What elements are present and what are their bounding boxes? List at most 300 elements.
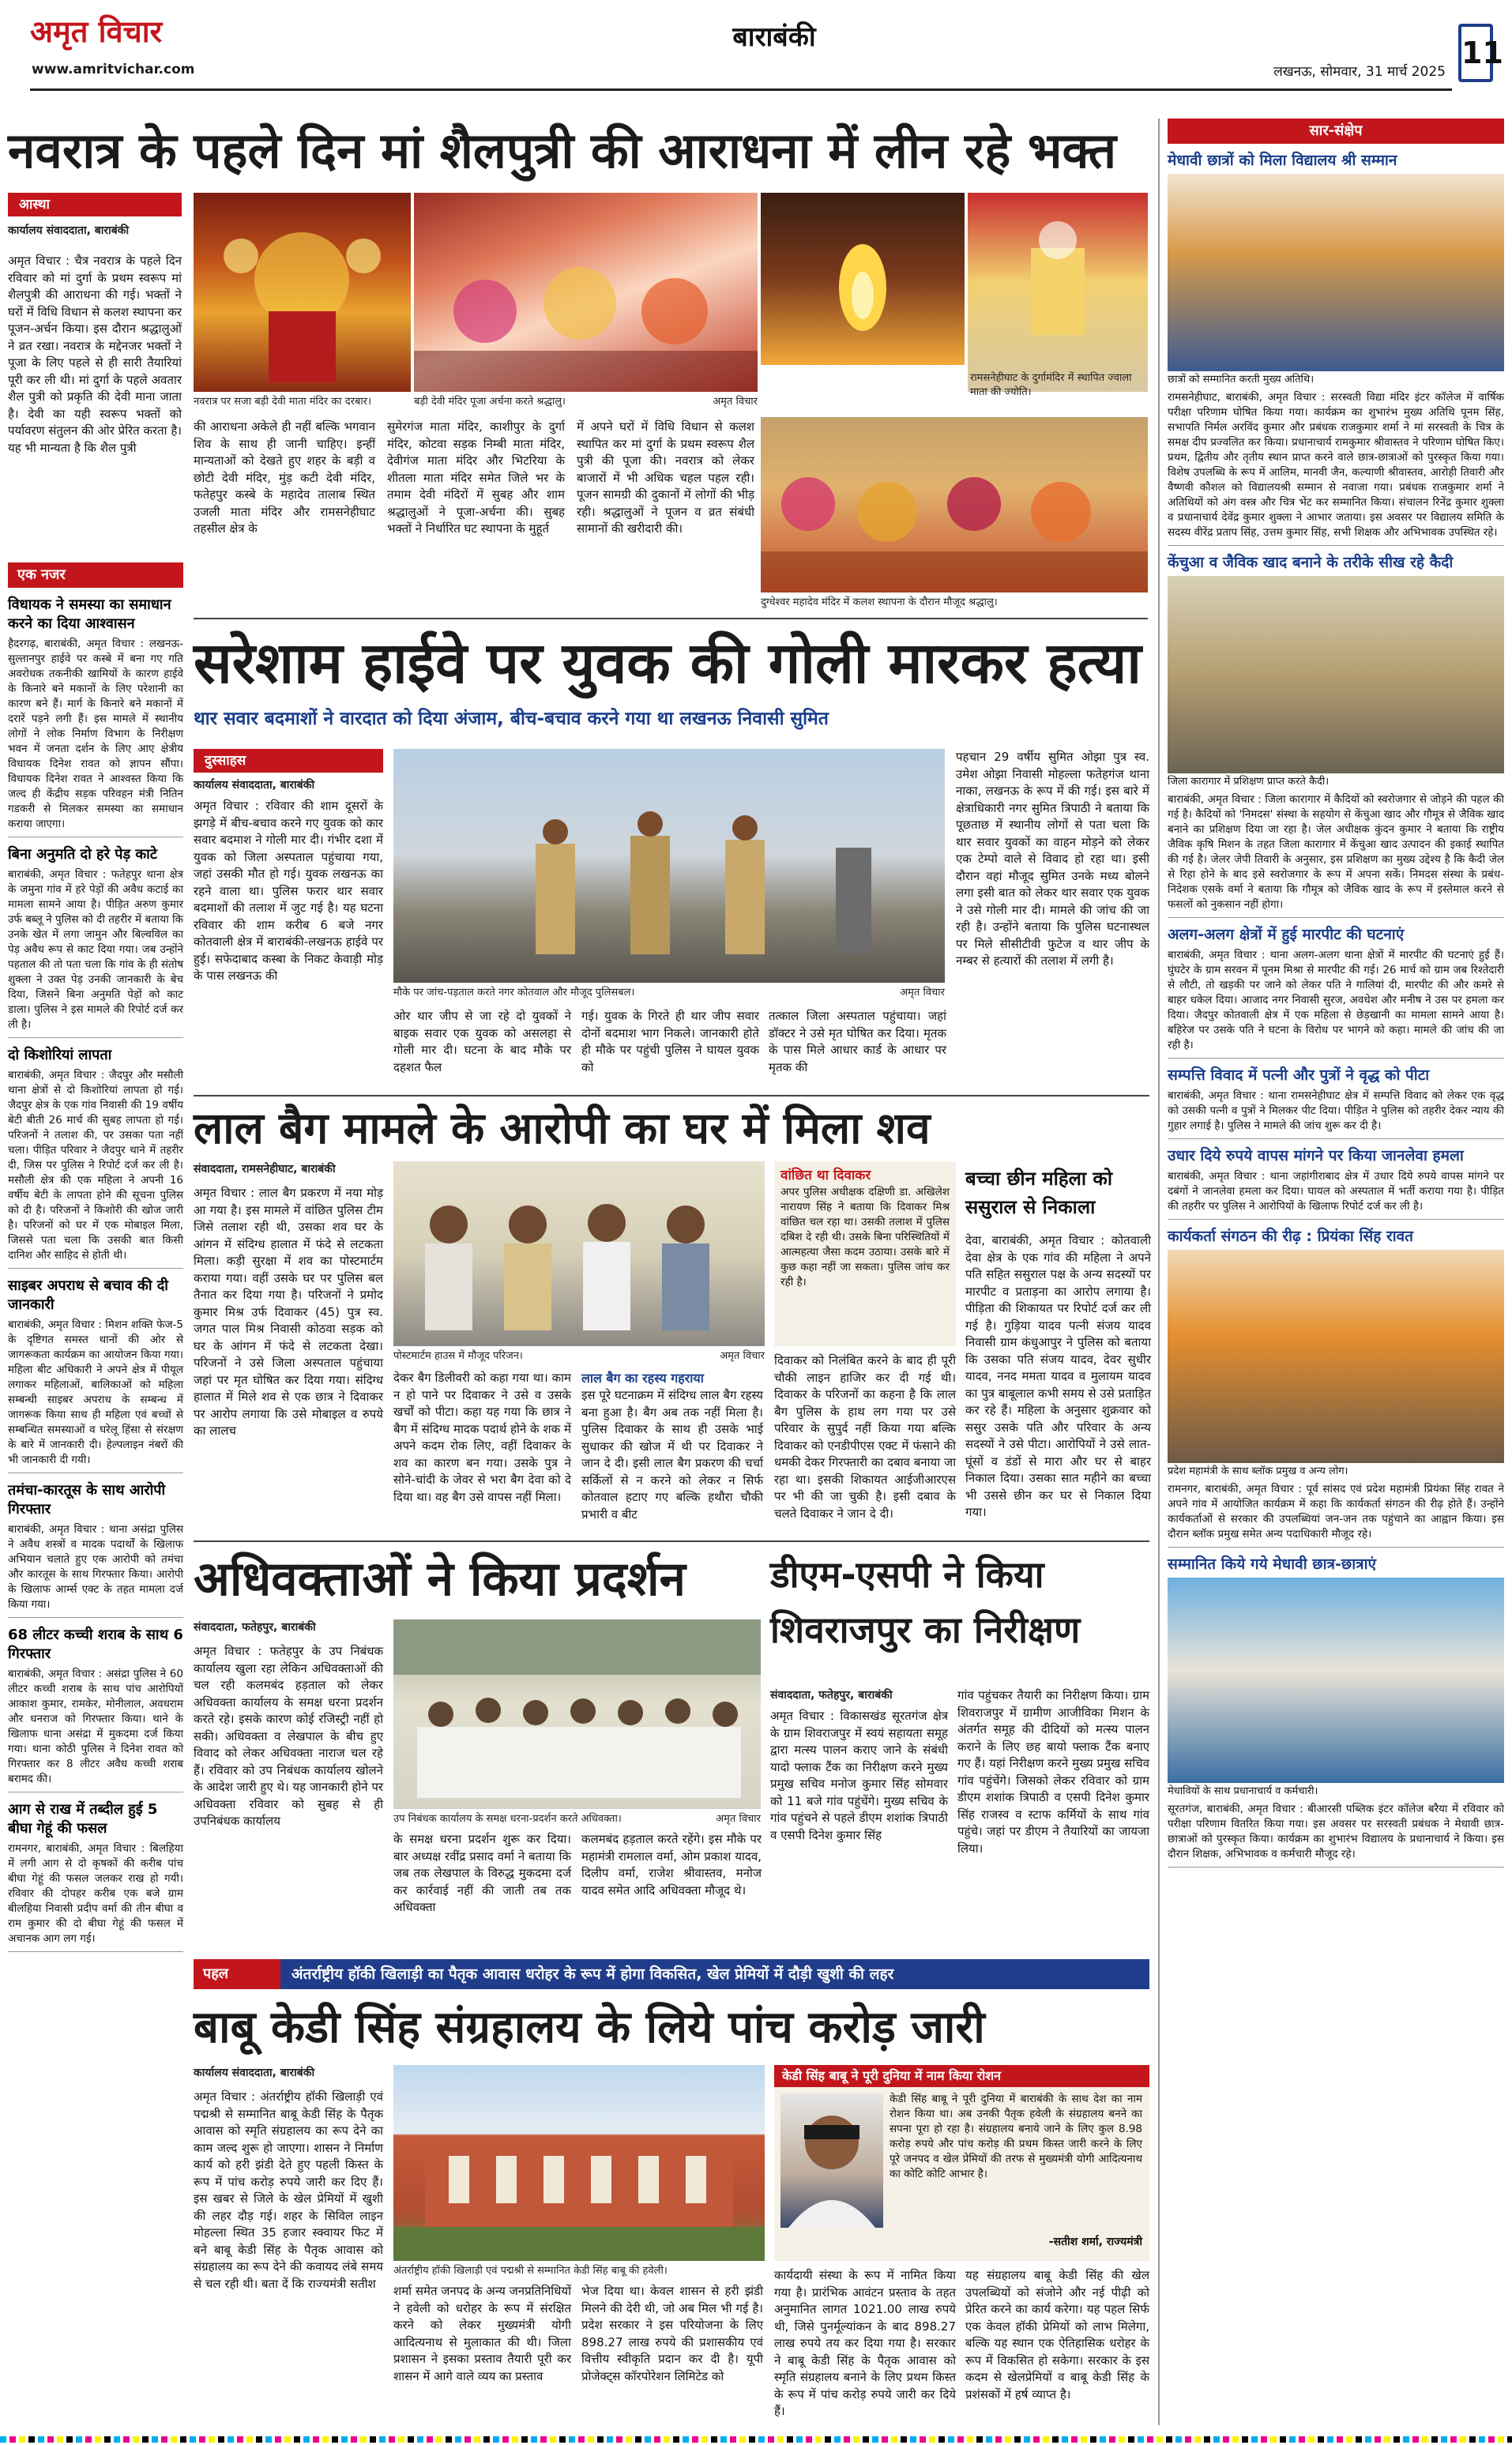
kdsingh-box-sign: -सतीश शर्मा, राज्यमंत्री xyxy=(1048,2236,1142,2248)
registration-mark xyxy=(9,2436,16,2443)
pandal-photo xyxy=(968,193,1148,392)
registration-mark xyxy=(720,2436,727,2443)
registration-mark xyxy=(1147,2436,1153,2443)
ek-nazar-item xyxy=(8,596,183,837)
registration-mark xyxy=(901,2436,907,2443)
registration-mark xyxy=(986,2436,992,2443)
navratra-col4: में अपने घरों में विधि विधान से कलश स्थापित कर मां दुर्गा के प्रथम स्वरूप शैल पुत्री की पूजा की। नवरात्र को लेकर बाजारों में भी अधिक चहल पहल रही। पूजन सामग्री की दुकानों में लोगों की भीड़ रही। श्रद्धालुओं ने पूजन व व्रत संबंधी सामानों की खरीदारी की। xyxy=(577,419,754,536)
ek-nazar-item-head: 68 लीटर कच्ची शराब के साथ 6 गिरफ्तार xyxy=(8,1627,183,1662)
lalbag-box xyxy=(774,1161,956,1346)
registration-mark xyxy=(844,2436,850,2443)
registration-mark xyxy=(521,2436,528,2443)
sidebar-item-photo xyxy=(1168,174,1504,371)
registration-mark xyxy=(360,2436,367,2443)
murder-tag: दुस्साहस xyxy=(194,749,383,773)
ek-nazar-item xyxy=(8,1277,183,1473)
registration-mark xyxy=(502,2436,509,2443)
registration-mark xyxy=(692,2436,698,2443)
registration-mark xyxy=(550,2436,556,2443)
registration-mark xyxy=(1394,2436,1400,2443)
registration-mark xyxy=(237,2436,243,2443)
ek-nazar-item xyxy=(8,1481,183,1618)
lalbag-headline: लाल बैग मामले के आरोपी का घर में मिला शव xyxy=(194,1103,931,1153)
shivrajpur-col1: अमृत विचार : विकासखंड सूरतगंज क्षेत्र के ग्राम शिवराजपुर में स्वयं सहायता समूह द्वारा मत्स्य पालन कराए जाने के संबंधी यादो फ्लाक टैंक का निरीक्षण करने मुख्य प्रमुख सचिव मनोज कुमार सिंह सोमवार को 11 बजे गांव पहुंचेंगे। मुख्य सचिव के गांव पहुंचने से पहले डीएम शशांक त्रिपाठी व एसपी दिनेश कुमार सिंह xyxy=(770,1709,948,1842)
registration-mark xyxy=(1289,2436,1296,2443)
registration-mark xyxy=(1460,2436,1466,2443)
registration-mark xyxy=(341,2436,348,2443)
kdsingh-band xyxy=(194,1959,1149,1989)
registration-mark xyxy=(398,2436,404,2443)
ek-nazar-column xyxy=(8,562,183,2427)
registration-mark xyxy=(1109,2436,1115,2443)
registration-mark xyxy=(161,2436,167,2443)
murder-photo-caption: मौके पर जांच-पड़ताल करते नगर कोतवाल और मौजूद पुलिसबल। xyxy=(393,987,635,999)
registration-mark xyxy=(265,2436,272,2443)
advocates-protest-photo xyxy=(393,1619,761,1809)
registration-mark xyxy=(1043,2436,1049,2443)
shivrajpur-headline xyxy=(770,1547,1149,1665)
registration-mark xyxy=(275,2436,281,2443)
ek-nazar-item xyxy=(8,1626,183,1792)
sidebar-item-head: सम्मानित किये गये मेधावी छात्र-छात्राएं xyxy=(1168,1555,1377,1573)
sidebar-item xyxy=(1168,1554,1504,1868)
registration-mark xyxy=(370,2436,376,2443)
registration-mark xyxy=(1479,2436,1485,2443)
ek-nazar-item-body: बाराबंकी, अमृत विचार : थाना असंद्रा पुलिस ने अवैध शस्त्रों व मादक पदार्थों के खिलाफ अभियान चलाते हुए एक आरोपी को तमंचा और कारतूस के साथ गिरफ्तार किया। आरोपी के खिलाफ आर्म्स एक्ट के तहत मामला दर्ज किया गया। xyxy=(8,1523,183,1611)
registration-mark xyxy=(834,2436,841,2443)
ek-nazar-item-head: बिना अनुमति दो हरे पेड़ काटे xyxy=(8,846,157,863)
ek-nazar-item-head: दो किशोरियां लापता xyxy=(8,1047,112,1063)
kdsingh-byline: कार्यालय संवाददाता, बाराबंकी xyxy=(194,2067,315,2079)
ek-nazar-item-body: बाराबंकी, अमृत विचार : जैदपुर और मसौली थाना क्षेत्रों से दो किशोरियां लापता हो गई। जैदपुर क्षेत्र के एक गांव निवासी की 19 वर्षीय बेटी बीती 26 मार्च की सुबह लापता हो गई। परिजनों ने तलाश की, पर उसका पता नहीं चला। पीड़ित परिवार ने जैदपुर थाने में तहरीर दी, जिस पर पुलिस ने रिपोर्ट दर्ज कर ली है। मसौली क्षेत्र की एक महिला ने अपनी 16 वर्षीय बेटी के लापता होने की सूचना पुलिस को दी है। परिजनों ने किशोरी की खोज जारी है। परिजनों को घर में एक मोबाइल मिला, जिससे पता चला कि उसकी बात किसी दानिश और साहिद से होती थी। xyxy=(8,1069,183,1262)
ek-nazar-item xyxy=(8,1800,183,1952)
registration-mark xyxy=(1469,2436,1476,2443)
registration-mark xyxy=(683,2436,689,2443)
registration-mark xyxy=(739,2436,746,2443)
registration-mark xyxy=(920,2436,926,2443)
sidebar-item-head: केंचुआ व जैविक खाद बनाने के तरीके सीख रहे कैदी xyxy=(1168,554,1454,571)
sidebar-title: सार-संक्षेप xyxy=(1168,118,1504,144)
registration-mark xyxy=(47,2436,54,2443)
dugdheshwar-photo xyxy=(761,417,1148,592)
registration-mark xyxy=(872,2436,878,2443)
brand-logo: अमृत विचार xyxy=(30,13,163,49)
registration-mark xyxy=(749,2436,755,2443)
registration-mark xyxy=(1033,2436,1040,2443)
lalbag-divider xyxy=(194,1540,1149,1542)
registration-mark xyxy=(1024,2436,1030,2443)
ek-nazar-item xyxy=(8,845,183,1038)
registration-mark xyxy=(133,2436,139,2443)
registration-mark xyxy=(284,2436,291,2443)
registration-mark xyxy=(626,2436,632,2443)
registration-mark xyxy=(1384,2436,1390,2443)
navratra-divider xyxy=(194,618,1148,619)
sidebar-item-photo xyxy=(1168,1250,1504,1463)
registration-mark xyxy=(313,2436,319,2443)
kdsingh-box xyxy=(774,2065,1149,2261)
registration-mark xyxy=(1119,2436,1125,2443)
kdsingh-band-text: अंतर्राष्ट्रीय हॉकी खिलाड़ी का पैतृक आवास धरोहर के रूप में होगा विकसित, खेल प्रेमियों में दौड़ी खुशी की लहर xyxy=(280,1959,1149,1989)
registration-mark xyxy=(209,2436,215,2443)
navratra-lead-p1: अमृत विचार : चैत्र नवरात्र के पहले दिन रविवार को मां दुर्गा के प्रथम स्वरूप मां शैलपुत्री की आराधना की गई। भक्तों ने घरों में विधि विधान से कलश स्थापना कर पूजन-अर्चन किया। इस दौरान श्रद्धालुओं ने व्रत रखा। नवरात्र के मद्देनजर भक्तों ने पूजा के लिए पहले से ही सारी तैयारियां पूरी कर ली थी। xyxy=(8,254,182,387)
murder-col5: पहचान 29 वर्षीय सुमित ओझा पुत्र स्व. उमेश ओझा निवासी मोहल्ला फतेहगंज थाना नाका, लखनऊ के रूप में की गई। इस बारे में क्षेत्राधिकारी नगर सुमित त्रिपाठी ने बताया कि पूछताछ में स्थानीय लोगों से पता चला कि थार सवार युवकों का वाहन मोड़ने को लेकर एक टेम्पो वाले से विवाद हो रहा था। इसी दौरान वहां मौजूद सुमित उनके मध्य बोलने लगा इसी बात को लेकर थार सवार एक युवक ने उसे गोली मार दी। मामले की जांच की जा रही है। उन्होंने बताया कि पुलिस घटनास्थल पर मिले सीसीटीवी फुटेज व थार जीप के नम्बर से हत्यारों की तलाश में लगी है। xyxy=(956,750,1149,968)
navratra-lead-p2: मां दुर्गा के पहले अवतार शैल पुत्री को प्रकृति की देवी माना जाता है। देवी का यही स्वरूप भक्तों को पर्यावरण संतुलन की ओर प्रेरित करता है। xyxy=(8,372,182,438)
ek-nazar-item-head: विधायक ने समस्या का समाधान करने का दिया आश्वासन xyxy=(8,596,171,632)
masthead xyxy=(0,0,1512,93)
murder-divider xyxy=(194,1095,1149,1096)
sidebar-item-head: सम्पत्ति विवाद में पत्नी और पुत्रों ने वृद्ध को पीटा xyxy=(1168,1066,1430,1084)
registration-mark xyxy=(28,2436,35,2443)
navratra-lead xyxy=(8,253,182,561)
kdsingh-col3: भेज दिया था। केवल शासन से हरी झंडी मिलने की देरी थी, जो अब मिल भी गई है। प्रदेश सरकार ने इस परियोजना के लिए 898.27 लाख रुपये की प्रशासकीय एवं वित्तीय स्वीकृति प्रदान कर दी है। यूपी प्रोजेक्ट्स कॉरपोरेशन लिमिटेड को xyxy=(581,2284,763,2383)
registration-mark xyxy=(512,2436,518,2443)
registration-mark xyxy=(1194,2436,1201,2443)
sidebar-list xyxy=(1168,150,1504,1868)
advocates-col3: कलमबंद हड़ताल करते रहेंगे। इस मौके पर महामंत्री रामलाल वर्मा, ओम प्रकाश यादव, दिलीप वर्मा, राजेश श्रीवास्तव, मनोज यादव समेत आदि अधिवक्ता मौजूद थे। xyxy=(581,1832,762,1898)
registration-mark xyxy=(85,2436,92,2443)
registration-mark xyxy=(1175,2436,1182,2443)
registration-mark xyxy=(891,2436,897,2443)
postmortem-photo xyxy=(393,1161,765,1346)
registration-mark xyxy=(199,2436,205,2443)
registration-mark xyxy=(474,2436,480,2443)
registration-mark xyxy=(1365,2436,1371,2443)
sidebar-item-head: उधार दिये रुपये वापस मांगने पर किया जानलेवा हमला xyxy=(1168,1147,1464,1164)
navratra-col2: की आराधना अकेले ही नहीं बल्कि भगवान शिव के साथ ही जानी चाहिए। इन्हीं मान्यताओं को देखते हुए शहर के बड़ी व छोटी देवी मंदिर, मुंड़ कटी देवी मंदिर, फतेहपुर कस्बे के महादेव तालाब स्थित उजली माता मंदिर और रामसनेहीघाट तहसील क्षेत्र के xyxy=(194,419,375,536)
registration-mark xyxy=(1128,2436,1134,2443)
registration-mark xyxy=(57,2436,63,2443)
jwala-jyoti-photo xyxy=(761,193,965,365)
registration-mark xyxy=(711,2436,717,2443)
murder-headline: सरेशाम हाईवे पर युवक की गोली मारकर हत्या xyxy=(194,630,1142,696)
page-number: 11 xyxy=(1458,24,1493,82)
photo3-caption: रामसनेहीघाट के दुर्गामंदिर में स्थापित ज्वाला माता की ज्योति। xyxy=(970,372,1132,398)
navratra-byline: कार्यालय संवाददाता, बाराबंकी xyxy=(8,224,130,237)
kdsingh-col1: अमृत विचार : अंतर्राष्ट्रीय हॉकी खिलाड़ी एवं पद्मश्री से सम्मानित बाबू केडी सिंह के पैतृक आवास को स्मृति संग्रहालय का रूप देने का काम जल्द शुरू हो जाएगा। शासन ने निर्माण कार्य को हरी झंडी देते हुए पहली किस्त के रूप में पांच करोड़ रुपये जारी कर दिए हैं। इस खबर से जिले के खेल प्रेमियों में खुशी की लहर दौड़ गई। शहर के सिविल लाइन मोहल्ला स्थित 35 हजार स्क्वायर फिट में बने बाबू केडी सिंह के पैतृक आवास को संग्रहालय का रूप देने की कवायद लंबे समय से चल रही थी। बता दें कि राज्यमंत्री सतीश xyxy=(194,2090,383,2291)
durga-darbar-photo xyxy=(194,193,411,392)
murder-photo-credit: अमृत विचार xyxy=(900,987,945,999)
lalbag-byline: संवाददाता, रामसनेहीघाट, बाराबंकी xyxy=(194,1163,336,1175)
kdsingh-col4: कार्यदायी संस्था के रूप में नामित किया गया है। प्रारंभिक आवंटन प्रस्ताव के तहत अनुमानित लागत 1021.00 लाख रुपये थी, जिसे पुनर्मूल्यांकन के बाद 898.27 लाख रुपये तय कर दिया गया है। सरकार ने बाबू केडी सिंह के पैतृक आवास को स्मृति संग्रहालय बनाने के लिए प्रथम किस्त के रूप में पांच करोड़ रुपये जारी कर दिये हैं। xyxy=(774,2268,956,2418)
registration-mark xyxy=(455,2436,461,2443)
registration-mark xyxy=(1081,2436,1087,2443)
registration-mark xyxy=(540,2436,547,2443)
registration-mark xyxy=(768,2436,774,2443)
registration-mark xyxy=(664,2436,670,2443)
registration-mark xyxy=(1157,2436,1163,2443)
registration-mark xyxy=(597,2436,604,2443)
advocates-headline: अधिवक्ताओं ने किया प्रदर्शन xyxy=(194,1552,686,1607)
shivrajpur-headline-1: डीएम-एसपी ने किया xyxy=(770,1553,1044,1596)
kdsingh-col5: यह संग्रहालय बाबू केडी सिंह की खेल उपलब्धियों को संजोने और नई पीढ़ी को प्रेरित करने का कार्य करेगा। यह पहल सिर्फ एक केवल हॉकी प्रेमियों को लाभ मिलेगा, बल्कि यह स्थान एक ऐतिहासिक धरोहर के रूप में विकसित हो सकेगा। सरकार के इस कदम से खेलप्रेमियों व बाबू केडी सिंह के प्रशंसकों में हर्ष व्याप्त है। xyxy=(965,2268,1149,2402)
sidebar-item xyxy=(1168,1145,1504,1220)
registration-mark xyxy=(408,2436,414,2443)
registration-mark xyxy=(559,2436,566,2443)
registration-mark xyxy=(777,2436,784,2443)
registration-mark xyxy=(436,2436,442,2443)
registration-mark xyxy=(1100,2436,1106,2443)
photo1-caption: नवरात्र पर सजा बड़ी देवी माता मंदिर का दरबार। xyxy=(194,396,371,408)
puja-devotees-photo xyxy=(414,193,758,392)
registration-mark xyxy=(1412,2436,1419,2443)
advocates-col2: के समक्ष धरना प्रदर्शन शुरू कर दिया। बार अध्यक्ष रवींद्र प्रसाद वर्मा ने बताया कि जब तक लेखपाल के विरुद्ध मुकदमा दर्ज कर कार्रवाई नहीं की जाती तब तक अधिवक्ता xyxy=(393,1832,571,1914)
registration-mark xyxy=(929,2436,935,2443)
registration-mark xyxy=(1261,2436,1267,2443)
registration-mark xyxy=(142,2436,149,2443)
lalbag-box-body: अपर पुलिस अधीक्षक दक्षिणी डा. अखिलेश नारायण सिंह ने बताया कि दिवाकर मिश्र वांछित चल रहा था। उसकी तलाश में पुलिस दबिश दे रही थी। उसके बिना परिस्थितियों में आत्महत्या जैसा कदम उठाया। उसके बारे में कुछ कहा नहीं जा सकता। पुलिस जांच कर रही है। xyxy=(780,1186,950,1288)
registration-mark xyxy=(1450,2436,1457,2443)
sidebar-item xyxy=(1168,150,1504,546)
shivrajpur-byline: संवाददाता, फतेहपुर, बाराबंकी xyxy=(770,1689,893,1702)
dateline: लखनऊ, सोमवार, 31 मार्च 2025 xyxy=(1273,64,1446,80)
masthead-rule xyxy=(30,88,1452,91)
registration-mark xyxy=(1356,2436,1362,2443)
ek-nazar-item-body: बाराबंकी, अमृत विचार : मिशन शक्ति फेज-5 के दृष्टिगत समस्त थानों की ओर से जागरूकता कार्यक्रम का आयोजन किया गया। महिला बीट अधिकारी ने अपने क्षेत्र में पीयूल लगाकर महिलाओं, बालिकाओं को महिला सम्बन्धी साइबर अपराध के सम्बन्ध में जागरूक किया साथ ही महिला एवं बच्चों से सम्बन्धित समस्याओं व घरेलू हिंसा से संरक्षण के बारे में जानकारी दी। हेल्पलाइन नंबरों की भी जानकारी दी गयी। xyxy=(8,1318,183,1466)
registration-mark xyxy=(1375,2436,1381,2443)
registration-mark xyxy=(95,2436,101,2443)
registration-mark xyxy=(66,2436,73,2443)
registration-mark xyxy=(1270,2436,1277,2443)
ek-nazar-item-body: रामनगर, बाराबंकी, अमृत विचार : बिलहिया में लगी आग से दो कृषकों की करीब पांच बीघा गेहूं की फसल जलकर राख हो गयी। रविवार की दोपहर करीब एक बजे ग्राम बीलहिया निवासी प्रदीप वर्मा की तीन बीघा व राम कुमार की दो बीघा गेहूं की फसल में अचानक आग लग गई। xyxy=(8,1842,183,1945)
lalbag-mystery-body: इस पूरे घटनाक्रम में संदिग्ध लाल बैग रहस्य बना हुआ है। बैग अब तक नहीं मिला है। पुलिस दिवाकर के साथ ही उसके भाई सुधाकर की खोज में थी पर दिवाकर ने जान दे दी। इसी लाल बैग प्रकरण की चर्चा सर्किलों से न करने को लेकर न सिर्फ कोतवाल हटाए गए बल्कि हथौरा चौकी प्रभारी व बीट xyxy=(581,1388,763,1522)
registration-mark xyxy=(1014,2436,1021,2443)
registration-mark xyxy=(1090,2436,1096,2443)
registration-mark xyxy=(1346,2436,1352,2443)
registration-mark xyxy=(256,2436,262,2443)
registration-mark xyxy=(389,2436,395,2443)
registration-mark xyxy=(180,2436,186,2443)
ek-nazar-item-head: आग से राख में तब्दील हुई 5 बीघा गेहूं की फसल xyxy=(8,1801,158,1837)
navratra-headline: नवरात्र के पहले दिन मां शैलपुत्री की आराधना में लीन रहे भक्त xyxy=(8,122,1117,179)
registration-mark xyxy=(569,2436,575,2443)
registration-mark xyxy=(1223,2436,1229,2443)
dowry-headline xyxy=(965,1164,1151,1228)
registration-mark xyxy=(246,2436,253,2443)
navratra-lead-p3: यह भी मान्यता है कि शैल पुत्री xyxy=(8,440,137,455)
ek-nazar-title: एक नजर xyxy=(8,562,183,588)
registration-mark xyxy=(483,2436,490,2443)
registration-mark xyxy=(1403,2436,1409,2443)
registration-mark xyxy=(616,2436,622,2443)
murder-col3: गई। युवक के गिरते ही थार जीप सवार दोनों बदमाश भाग निकले। जानकारी होते ही मौके पर पहुंची पुलिस ने घायल युवक को xyxy=(581,1009,759,1074)
registration-mark xyxy=(1318,2436,1324,2443)
ek-nazar-item-body: बाराबंकी, अमृत विचार : असंद्रा पुलिस ने 60 लीटर कच्ची शराब के साथ पांच आरोपियों आकाश कुमार, रामकेर, मोनीलाल, अवधराम और धनराज को गिरफ्तार किया। थाने के खिलाफ धाना असंद्रा में मुकदमा दर्ज किया गया। थाना कोठी पुलिस ने दिनेश रावत को गिरफ्तार कर 8 लीटर अवैध कच्ची शराब बरामद की। xyxy=(8,1668,183,1785)
registration-mark xyxy=(967,2436,973,2443)
registration-mark xyxy=(1213,2436,1220,2443)
sidebar-item-caption: जिला कारागार में प्रशिक्षण प्राप्त करते कैदी। xyxy=(1168,776,1330,788)
registration-mark xyxy=(1507,2436,1512,2443)
kdsingh-col2: शर्मा समेत जनपद के अन्य जनप्रतिनिधियों ने हवेली को धरोहर के रूप में संरक्षित करने को लेकर मुख्यमंत्री योगी आदित्यनाथ से मुलाकात की थी। जिला प्रशासन ने इसका प्रस्ताव तैयारी पूरी कर शासन में आगे वाले व्यय का प्रस्ताव xyxy=(393,2284,571,2383)
registration-mark xyxy=(1441,2436,1447,2443)
sidebar-item-caption: छात्रों को सम्मानित करती मुख्य अतिथि। xyxy=(1168,374,1315,386)
registration-mark xyxy=(114,2436,120,2443)
kdsingh-pretag: पहल xyxy=(194,1959,280,1989)
registration-mark xyxy=(976,2436,983,2443)
registration-mark xyxy=(332,2436,338,2443)
registration-mark xyxy=(1005,2436,1011,2443)
sidebar-item-photo xyxy=(1168,576,1504,773)
registration-mark xyxy=(1337,2436,1343,2443)
sidebar-item-body: बाराबंकी, अमृत विचार : थाना रामसनेहीघाट क्षेत्र में सम्पत्ति विवाद को लेकर एक वृद्ध को उसकी पत्नी व पुत्रों ने मिलकर पीट दिया। पीड़ित ने पुलिस को तहरीर देकर न्याय की गुहार लगाई है। पुलिस ने मामले की जांच शुरू कर दी है। xyxy=(1168,1089,1504,1132)
registration-mark xyxy=(957,2436,964,2443)
murder-col1: अमृत विचार : रविवार की शाम दूसरों के झगड़े में बीच-बचाव करने गए युवक को कार सवार बदमाश ने गोली मार दी। गंभीर दशा में युवक को जिला अस्पताल पहुंचाया गया, जहां उसकी मौत हो गई। युवक लखनऊ का रहने वाला था। पुलिस फरार थार सवार बदमाशों की तलाश में जुट गई है। यह घटना रविवार की शाम करीब 6 बजे नगर कोतवाली क्षेत्र में बाराबंकी-लखनऊ हाईवे पर हुई। सफेदाबाद कस्बा के निकट केवाड़ी मोड़ के पास लखनऊ की xyxy=(194,799,383,983)
ek-nazar-item-head: तमंचा-कारतूस के साथ आरोपी गिरफ्तार xyxy=(8,1482,166,1518)
registration-mark xyxy=(152,2436,158,2443)
sidebar-item-body: सूरतगंज, बाराबंकी, अमृत विचार : बीआरसी पब्लिक इंटर कॉलेज बरैया में रविवार को परीक्षा परिणाम वितरित किया गया। इस अवसर पर सरस्वती प्रबंधक ने मेधावी छात्र-छात्राओं को पुरस्कृत किया। कार्यक्रम का शुभारंभ विद्यालय के प्रधानाचार्य ने किया। इस दौरान शिक्षक, अभिभावक व कर्मचारी मौजूद रहे। xyxy=(1168,1803,1504,1860)
registration-mark xyxy=(218,2436,224,2443)
shivrajpur-col2: गांव पहुंचकर तैयारी का निरीक्षण किया। ग्राम शिवराजपुर में ग्रामीण आजीविका मिशन के अंतर्गत समूह की दीदियों को मत्स्य पालन कराने के लिए छह बायो फ्लाक टैंक बनाए गए हैं। यहां निरीक्षण करने मुख्य प्रमुख सचिव गांव पहुंचेंगे। जिसको लेकर रविवार को ग्राम डीएम शशांक त्रिपाठी व एसपी दिनेश कुमार सिंह राजस्व व स्टाफ कर्मियों के साथ गांव पहुंचे। जहां पर डीएम ने तैयारियों का जायजा लिया। xyxy=(957,1688,1149,1856)
registration-mark xyxy=(1052,2436,1059,2443)
site-url[interactable]: www.amritvichar.com xyxy=(32,62,195,77)
kdsingh-box-title: केडी सिंह बाबू ने पूरी दुनिया में नाम किया रोशन xyxy=(774,2065,1149,2087)
murder-col4: तत्काल जिला अस्पताल पहुंचाया। जहां डॉक्टर ने उसे मृत घोषित कर दिया। मृतक के पास मिले आधार कार्ड के आधार पर मृतक की xyxy=(769,1009,946,1074)
registration-mark xyxy=(1138,2436,1144,2443)
lalbag-photo-credit: अमृत विचार xyxy=(720,1350,765,1362)
registration-mark xyxy=(635,2436,641,2443)
registration-mark xyxy=(446,2436,452,2443)
kdsingh-box-body: केडी सिंह बाबू ने पूरी दुनिया में बाराबंकी के साथ देश का नाम रोशन किया था। अब उनकी पैतृक हवेली के संग्रहालय बनने का सपना पूरा हो रहा है। संग्रहालय बनाये जाने के लिए कुल 8.98 करोड़ रुपये और पांच करोड़ की प्रथम किस्त जारी करने के लिए पूरे जनपद व खेल प्रेमियों की तरफ से मुख्यमंत्री योगी आदित्यनाथ का कोटि कोटि आभार है। xyxy=(890,2093,1142,2180)
advocates-photo-caption: उप निबंधक कार्यालय के समक्ष धरना-प्रदर्शन करते अधिवक्ता। xyxy=(393,1813,622,1825)
registration-mark xyxy=(417,2436,423,2443)
registration-mark xyxy=(1431,2436,1438,2443)
sidebar-item-head: अलग-अलग क्षेत्रों में हुई मारपीट की घटनाएं xyxy=(1168,926,1405,943)
registration-mark xyxy=(796,2436,803,2443)
registration-mark xyxy=(190,2436,196,2443)
registration-mark xyxy=(228,2436,234,2443)
registration-mark xyxy=(1204,2436,1210,2443)
registration-mark xyxy=(1242,2436,1248,2443)
ek-nazar-item-head: साइबर अपराध से बचाव की दी जानकारी xyxy=(8,1277,168,1313)
edition-name: बाराबंकी xyxy=(732,21,816,53)
registration-mark xyxy=(427,2436,433,2443)
sidebar-divider xyxy=(1158,118,1160,2425)
registration-mark xyxy=(123,2436,130,2443)
registration-mark xyxy=(1185,2436,1191,2443)
registration-mark xyxy=(730,2436,736,2443)
ek-nazar-item-body: हैदरगढ़, बाराबंकी, अमृत विचार : लखनऊ-सुल्तानपुर हाईवे पर कस्बे में बना गए गति अवरोधक तकनीकी खामियों के कारण हाईवे के किनारे बने मकानों के लिए परेशानी का कारण बने हैं। मार्ग के किनारे बने मकानों में दरारें पड़ने लगी हैं। इस मामले में स्थानीय लोगों ने लोक निर्माण विभाग के निरीक्षण भवन में जनता दर्शन के लिए आए क्षेत्रीय विधायक दिनेश रावत को ज्ञापन सौंपा। विधायक दिनेश रावत ने आश्वस्त किया कि जल्द ही केंद्रीय सड़क परिवहन मंत्री नितिन गडकरी से मिलकर समस्या का समाधान कराया जाएगा। xyxy=(8,638,183,830)
registration-mark xyxy=(379,2436,386,2443)
ek-nazar-item xyxy=(8,1046,183,1269)
lalbag-mystery-title: लाल बैग का रहस्य गहराया xyxy=(581,1371,704,1386)
satish-sharma-portrait xyxy=(780,2093,883,2228)
registration-mark xyxy=(1327,2436,1333,2443)
dowry-headline-1: बच्चा छीन महिला को xyxy=(965,1168,1113,1190)
registration-mark xyxy=(1299,2436,1305,2443)
lalbag-col2: देकर बैग डिलीवरी को कहा गया था। काम न हो पाने पर दिवाकर ने उसे व उसके खर्चों को पीटा। कहा यह गया कि छात्र ने बैग में संदिग्ध मादक पदार्थ होने के शक में अपने कदम रोक लिए, वहीं दिवाकर के शव का कारण बन गया। उसके पुत्र ने सोने-चांदी के जेवर से भरा बैग देवा को दे दिया था। वह बैग उसे वापस नहीं मिला। xyxy=(393,1371,571,1504)
photo4-caption: दुग्धेश्वर महादेव मंदिर में कलश स्थापना के दौरान मौजूद श्रद्धालु। xyxy=(761,596,998,608)
kdsingh-photo-caption: अंतर्राष्ट्रीय हॉकी खिलाड़ी एवं पद्मश्री से सम्मानित केडी सिंह बाबू की हवेली। xyxy=(393,2265,668,2277)
registration-mark xyxy=(1280,2436,1286,2443)
registration-mark xyxy=(825,2436,831,2443)
registration-mark xyxy=(882,2436,888,2443)
registration-mark xyxy=(578,2436,585,2443)
registration-mark xyxy=(38,2436,44,2443)
murder-byline: कार्यालय संवाददाता, बाराबंकी xyxy=(194,779,315,792)
registration-mark xyxy=(995,2436,1002,2443)
sidebar-item-body: बाराबंकी, अमृत विचार : जिला कारागार में कैदियों को स्वरोजगार से जोड़ने की पहल की गई है। कैदियों को 'निमदस' संस्था के सहयोग से केंचुआ खाद और गौमूत्र से जैविक खाद बनाने का प्रशिक्षण दिया जा रहा है। जेल अधीक्षक कुंदन कुमार ने बताया कि राष्ट्रीय जैविक कृषि मिशन के तहत जिला कारागार में केंचुआ खाद उत्पादन की इकाई स्थापित की गई है। जेलर जेपी तिवारी के अनुसार, इस प्रशिक्षण का मुख्य उद्देश्य है कि कैदी जेल से रिहा होने के बाद इसे स्वरोजगार के रूप में अपना सकें। निमदस संस्था के प्रबंध-निदेशक एसके वर्मा ने बताया कि गौमूत्र को जैविक खाद के रूप में इस्तेमाल करने से फसलों को नुकसान नहीं होगा। xyxy=(1168,793,1504,911)
registration-mark xyxy=(645,2436,651,2443)
registration-mark xyxy=(322,2436,329,2443)
registration-mark xyxy=(531,2436,537,2443)
registration-mark xyxy=(938,2436,945,2443)
registration-mark xyxy=(607,2436,613,2443)
registration-mark xyxy=(787,2436,793,2443)
lalbag-mystery xyxy=(581,1370,763,1536)
sidebar-item-head: कार्यकर्ता संगठन की रीढ़ : प्रियंका सिंह रावत xyxy=(1168,1228,1414,1245)
registration-mark xyxy=(465,2436,471,2443)
registration-mark xyxy=(853,2436,859,2443)
sidebar-item-caption: मेधावियों के साथ प्रधानाचार्य व कर्मचारी। xyxy=(1168,1785,1318,1797)
sidebar-item xyxy=(1168,1226,1504,1548)
registration-mark xyxy=(19,2436,25,2443)
registration-mark xyxy=(0,2436,6,2443)
sidebar-item-head: मेधावी छात्रों को मिला विद्यालय श्री सम्मान xyxy=(1168,152,1397,169)
registration-mark xyxy=(654,2436,660,2443)
lalbag-col4: दिवाकर को निलंबित करने के बाद ही पूरी चौकी लाइन हाजिर कर दी गई थी। दिवाकर के परिजनों का कहना है कि लाल बैग पुलिस के हाथ लग गया पर उसे परिवार के सुपुर्द नहीं किया गया बल्कि दिवाकर को एनडीपीएस एक्ट में फंसाने की धमकी देकर गिरफ्तारी का दबाव बनाया जा रहा था। इसकी शिकायत आईजीआरएस पर भी की जा चुकी है। इसी दबाव के चलते दिवाकर ने जान दे दी। xyxy=(774,1353,956,1521)
navratra-col3: सुमेरगंज माता मंदिर, काशीपुर के दुर्गा मंदिर, कोटवा सड़क निम्बी माता मंदिर, देवीगंज माता मंदिर और भिटरिया के शीतला माता मंदिर समेत जिले भर के तमाम देवी मंदिरों में सुबह और शाम श्रद्धालुओं ने पूजा-अर्चना की। सुबह भक्तों ने निर्धारित घट स्थापना के मुहूर्त xyxy=(387,419,565,536)
sidebar-item xyxy=(1168,924,1504,1059)
advocates-byline: संवाददाता, फतेहपुर, बाराबंकी xyxy=(194,1621,316,1634)
registration-mark xyxy=(1488,2436,1495,2443)
registration-mark xyxy=(815,2436,822,2443)
registration-mark xyxy=(1422,2436,1428,2443)
advocates-photo-credit: अमृत विचार xyxy=(716,1813,761,1825)
registration-mark xyxy=(1232,2436,1239,2443)
registration-mark xyxy=(863,2436,869,2443)
registration-mark xyxy=(673,2436,679,2443)
sidebar-item-caption: प्रदेश महामंत्री के साथ ब्लॉक प्रमुख व अन्य लोग। xyxy=(1168,1465,1348,1477)
registration-mark xyxy=(1251,2436,1258,2443)
shivrajpur-headline-2: शिवराजपुर का निरीक्षण xyxy=(770,1608,1081,1651)
photo2-caption: बड़ी देवी मंदिर पूजा अर्चना करते श्रद्धालु। xyxy=(414,396,566,408)
registration-mark xyxy=(1498,2436,1504,2443)
kdsingh-headline: बाबू केडी सिंह संग्रहालय के लिये पांच करोड़ जारी xyxy=(194,2002,985,2053)
sidebar xyxy=(1168,118,1504,2425)
photo2-credit: अमृत विचार xyxy=(713,396,758,408)
registration-mark xyxy=(806,2436,812,2443)
lalbag-photo-caption: पोस्टमार्टम हाउस में मौजूद परिजन। xyxy=(393,1350,523,1362)
registration-mark xyxy=(758,2436,765,2443)
registration-mark xyxy=(171,2436,177,2443)
registration-mark xyxy=(910,2436,916,2443)
sidebar-item-body: रामसनेहीघाट, बाराबंकी, अमृत विचार : सरस्वती विद्या मंदिर इंटर कॉलेज में वार्षिक परीक्षा परिणाम घोषित किया गया। कार्यक्रम का शुभारंभ मुख्य अतिथि पूनम सिंह, सभापति निर्मल अरविंद कुमार और प्रबंधक राजकुमार शर्मा ने मां सरस्वती के चित्र के समक्ष दीप प्रज्वलित कर किया। प्रधानाचार्य रामकुमार श्रीवास्तव ने परिणाम घोषित किए। प्रथम, द्वितीय और तृतीय स्थान प्राप्त करने वाले छात्र-छात्राओं को पुरस्कृत किया गया। विशेष उपलब्धि के रूप में आलिम, मानवी जैन, कल्याणी श्रीवास्तव, आरोही तिवारी और वैष्णवी कौशल को विद्यालयश्री सम्मान से नवाजा गया। प्रबंधक राजकुमार शर्मा ने अतिथियों को अंग वस्त्र और चित्र भेंट कर सम्मानित किया। संचालन रिनेंद्र कुमार शुक्ला व प्रधानाचार्य देवेंद्र कुमार शुक्ला ने आभार जताया। इस अवसर पर विद्यालय समिति के सदस्य वीरेंद्र प्रताप सिंह, उत्तम कुमार सिंह, सभी शिक्षक और अभिभावक उपस्थित रहे। xyxy=(1168,391,1504,539)
registration-mark xyxy=(701,2436,708,2443)
murder-col2: ओर थार जीप से जा रहे दो युवकों ने बाइक सवार एक युवक को असलहा से गोली मार दी। घटना के बाद मौके पर दहशत फैल xyxy=(393,1009,571,1074)
registration-strip xyxy=(0,2434,1512,2445)
registration-mark xyxy=(76,2436,82,2443)
kdsingh-haveli-photo xyxy=(393,2065,765,2261)
murder-subhead: थार सवार बदमाशों ने वारदात को दिया अंजाम, बीच-बचाव करने गया था लखनऊ निवासी सुमित xyxy=(194,709,829,729)
registration-mark xyxy=(948,2436,954,2443)
registration-mark xyxy=(493,2436,499,2443)
registration-mark xyxy=(294,2436,300,2443)
ek-nazar-item-body: बाराबंकी, अमृत विचार : फतेहपुर थाना क्षेत्र के जमुना गांव में हरे पेड़ों की अवैध कटाई का मामला सामने आया है। पीड़ित अरुण कुमार उर्फ बब्लू ने पुलिस को दी तहरीर में बताया कि उनके खेत में लगा जामुन और बिल्वविल का पेड़ अवैध रूप से काट दिया गया। जब उन्होंने पहताल की तो पता चला कि गांव के ही संतोष शुक्ला ने उक्त पेड़ उनकी जानकारी के बेच दिया, जिसने बिना अनुमति पेड़ों को काट डाला। पुलिस ने इस मामले की रिपोर्ट दर्ज कर ली है। xyxy=(8,868,183,1031)
ek-nazar-list xyxy=(8,596,183,1952)
registration-mark xyxy=(351,2436,357,2443)
murder-police-photo xyxy=(393,749,945,983)
sidebar-item-body: रामनगर, बाराबंकी, अमृत विचार : पूर्व सांसद एवं प्रदेश महामंत्री प्रियंका सिंह रावत ने अपने गांव में आयोजित कार्यक्रम में कहा कि कार्यकर्ता संगठन की रीढ़ होते हैं। उन्होंने कार्यकर्ताओं से सरकार की उपलब्धियां जन-जन तक पहुंचाने का आह्वान किया। इस दौरान ब्लॉक प्रमुख समेत अन्य पदाधिकारी मौजूद रहे। xyxy=(1168,1483,1504,1540)
navratra-tag: आस्था xyxy=(8,193,182,216)
sidebar-item xyxy=(1168,552,1504,918)
registration-mark xyxy=(588,2436,594,2443)
registration-mark xyxy=(1071,2436,1078,2443)
lalbag-box-title: वांछित था दिवाकर xyxy=(780,1168,871,1183)
registration-mark xyxy=(303,2436,310,2443)
sidebar-item-photo xyxy=(1168,1578,1504,1783)
dowry-headline-2: ससुराल से निकाला xyxy=(965,1196,1096,1218)
registration-mark xyxy=(1062,2436,1068,2443)
